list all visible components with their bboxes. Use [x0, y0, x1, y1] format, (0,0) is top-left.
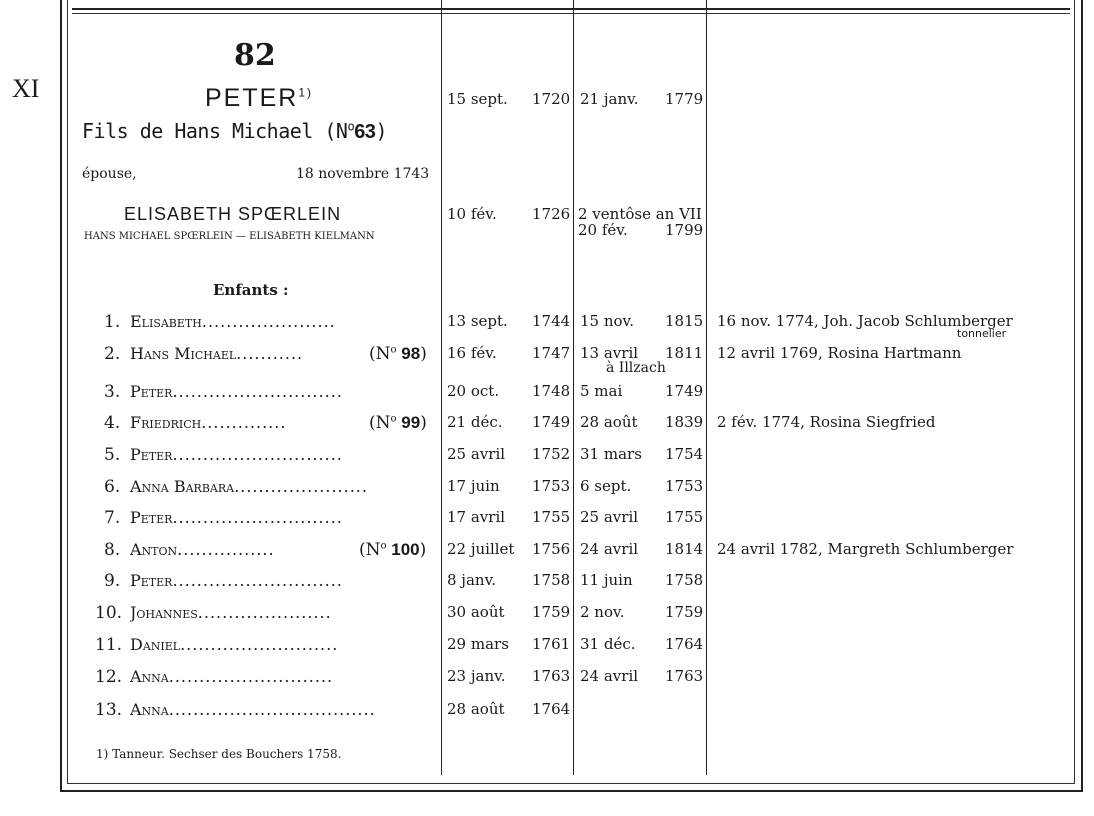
child-marriage: 12 avril 1769, Rosina Hartmann — [717, 344, 962, 362]
leader-dots: ............................ — [172, 382, 343, 401]
child-name-line — [130, 700, 430, 719]
child-birth-day: 20 oct. — [447, 382, 500, 400]
column-divider-marriage — [706, 0, 707, 775]
child-name-line — [130, 477, 430, 496]
child-death-day: 24 avril — [580, 667, 639, 685]
parent-text-end: ) — [375, 119, 387, 143]
child-birth-day: 29 mars — [447, 635, 509, 653]
child-death-year: 1755 — [665, 508, 704, 526]
child-ref-number: 100 — [386, 540, 420, 559]
child-death-day: 15 nov. — [580, 312, 635, 330]
child-birth-day: 21 déc. — [447, 413, 503, 431]
entry-parent-line — [82, 119, 387, 144]
leader-dots: ............................ — [172, 508, 343, 527]
child-index: 6. — [104, 477, 121, 497]
child-occupation: tonnelier — [957, 327, 1007, 340]
spouse-parents: HANS MICHAEL SPŒRLEIN — ELISABETH KIELMANN — [84, 231, 375, 242]
child-birth-year: 1756 — [532, 540, 571, 558]
child-name: Anna — [130, 700, 169, 719]
leader-dots: ............................ — [172, 445, 343, 464]
child-death-year: 1759 — [665, 603, 704, 621]
entry-birth-year: 1720 — [532, 90, 571, 108]
child-birth-day: 28 août — [447, 700, 505, 718]
footnote-marker: 1) — [298, 85, 314, 100]
entry-death-year: 1779 — [665, 90, 704, 108]
child-name-line — [130, 312, 430, 331]
child-death-day: 24 avril — [580, 540, 639, 558]
entry-birth-day: 15 sept. — [447, 90, 508, 108]
entry-death-day: 21 janv. — [580, 90, 639, 108]
child-name-line — [130, 635, 430, 654]
parent-ref-number: 63 — [354, 121, 376, 143]
spouse-name: ELISABETH SPŒRLEIN — [124, 204, 342, 224]
child-ref-number: 98 — [396, 344, 421, 363]
leader-dots: ...................... — [234, 477, 368, 496]
child-birth-year: 1753 — [532, 477, 571, 495]
child-ref-number: 99 — [396, 413, 421, 432]
child-name-line — [130, 382, 430, 401]
header-rule-bottom — [72, 13, 1070, 14]
child-death-day: 25 avril — [580, 508, 639, 526]
leader-dots: .......................... — [180, 635, 339, 654]
child-index: 1. — [104, 312, 121, 332]
child-name: Johannes — [130, 603, 198, 622]
child-birth-day: 17 juin — [447, 477, 500, 495]
parent-ref-sup: o — [347, 119, 355, 134]
column-divider-birth — [441, 0, 442, 775]
child-index: 4. — [104, 413, 121, 433]
leader-dots: ...................... — [201, 312, 336, 331]
leader-dots: ...................... — [197, 603, 332, 622]
child-marriage: 16 nov. 1774, Joh. Jacob Schlumberger — [717, 312, 1013, 330]
child-name: Hans Michael — [130, 344, 237, 363]
child-birth-year: 1747 — [532, 344, 571, 362]
child-name-line — [130, 603, 430, 622]
child-death-day: 31 mars — [580, 445, 642, 463]
child-name-line — [130, 667, 430, 686]
spouse-death-calendar: 2 ventôse an VII — [578, 205, 702, 223]
child-birth-day: 30 août — [447, 603, 505, 621]
child-birth-year: 1761 — [532, 635, 571, 653]
marriage-date: 18 novembre 1743 — [296, 166, 430, 182]
child-death-place: à Illzach — [606, 360, 666, 376]
child-birth-day: 17 avril — [447, 508, 506, 526]
margin-volume-label: XI — [12, 74, 40, 103]
child-name: Peter — [130, 445, 173, 464]
child-birth-day: 13 sept. — [447, 312, 508, 330]
child-ref-sup: o — [390, 344, 397, 356]
child-death-year: 1839 — [665, 413, 704, 431]
child-marriage: 2 fév. 1774, Rosina Siegfried — [717, 413, 936, 431]
child-ref: ($N^o$ 99) — [369, 413, 427, 433]
footnote: 1) Tanneur. Sechser des Bouchers 1758. — [96, 747, 342, 761]
children-heading: Enfants : — [213, 281, 289, 299]
spouse-death-day: 20 fév. — [578, 221, 628, 239]
child-name-line — [130, 445, 430, 464]
child-index: 7. — [104, 508, 121, 528]
child-death-year: 1814 — [665, 540, 704, 558]
child-death-day: 5 mai — [580, 382, 623, 400]
child-name: Peter — [130, 508, 173, 527]
child-name: Anna Barbara — [130, 477, 235, 496]
spouse-birth-year: 1726 — [532, 205, 571, 223]
child-birth-day: 16 fév. — [447, 344, 497, 362]
leader-dots: ........................... — [168, 667, 334, 686]
child-name: Anton — [130, 540, 178, 559]
child-name: Peter — [130, 571, 173, 590]
child-name-line — [130, 571, 430, 590]
child-birth-year: 1744 — [532, 312, 571, 330]
child-birth-year: 1763 — [532, 667, 571, 685]
child-index: 12. — [95, 667, 123, 687]
child-ref: ($N^o$ 98) — [369, 344, 427, 364]
parent-text: Fils de Hans Michael (N — [82, 119, 348, 143]
child-death-day: 2 nov. — [580, 603, 625, 621]
spouse-birth-day: 10 fév. — [447, 205, 497, 223]
child-death-year: 1764 — [665, 635, 704, 653]
leader-dots: .............. — [201, 413, 287, 432]
child-name: Peter — [130, 382, 173, 401]
marriage-label: épouse, — [82, 166, 137, 182]
child-ref-sup: o — [380, 540, 387, 552]
child-name: Elisabeth — [130, 312, 202, 331]
child-name: Daniel — [130, 635, 181, 654]
child-index: 11. — [95, 635, 123, 655]
entry-number: 82 — [234, 38, 276, 73]
child-ref: ($N^o$ 100) — [359, 540, 427, 560]
child-birth-year: 1758 — [532, 571, 571, 589]
child-birth-day: 8 janv. — [447, 571, 497, 589]
child-death-year: 1758 — [665, 571, 704, 589]
child-birth-day: 22 juillet — [447, 540, 515, 558]
child-name: Friedrich — [130, 413, 202, 432]
child-index: 8. — [104, 540, 121, 560]
child-birth-year: 1764 — [532, 700, 571, 718]
child-marriage: 24 avril 1782, Margreth Schlumberger — [717, 540, 1014, 558]
child-birth-year: 1752 — [532, 445, 571, 463]
child-index: 10. — [95, 603, 123, 623]
child-ref-sup: o — [390, 413, 397, 425]
child-death-year: 1811 — [665, 344, 704, 362]
child-death-day: 13 avril — [580, 344, 639, 362]
header-rule-top — [72, 8, 1070, 10]
column-divider-death — [573, 0, 574, 775]
leader-dots: ........... — [236, 344, 304, 363]
child-death-year: 1749 — [665, 382, 704, 400]
child-birth-year: 1755 — [532, 508, 571, 526]
child-death-year: 1753 — [665, 477, 704, 495]
child-birth-year: 1749 — [532, 413, 571, 431]
entry-name-text: PETER — [205, 84, 299, 112]
child-birth-year: 1759 — [532, 603, 571, 621]
child-death-year: 1763 — [665, 667, 704, 685]
child-index: 9. — [104, 571, 121, 591]
child-index: 13. — [95, 700, 123, 720]
child-death-day: 6 sept. — [580, 477, 632, 495]
child-death-year: 1754 — [665, 445, 704, 463]
child-name-line — [130, 508, 430, 527]
child-death-day: 28 août — [580, 413, 638, 431]
child-birth-day: 25 avril — [447, 445, 506, 463]
child-death-year: 1815 — [665, 312, 704, 330]
leader-dots: ................ — [177, 540, 275, 559]
child-birth-day: 23 janv. — [447, 667, 506, 685]
child-index: 3. — [104, 382, 121, 402]
child-name: Anna — [130, 667, 169, 686]
child-birth-year: 1748 — [532, 382, 571, 400]
leader-dots: .................................. — [168, 700, 376, 719]
child-index: 5. — [104, 445, 121, 465]
child-index: 2. — [104, 344, 121, 364]
leader-dots: ............................ — [172, 571, 343, 590]
spouse-death-year: 1799 — [665, 221, 704, 239]
entry-name — [205, 84, 313, 113]
child-death-day: 11 juin — [580, 571, 633, 589]
child-death-day: 31 déc. — [580, 635, 636, 653]
